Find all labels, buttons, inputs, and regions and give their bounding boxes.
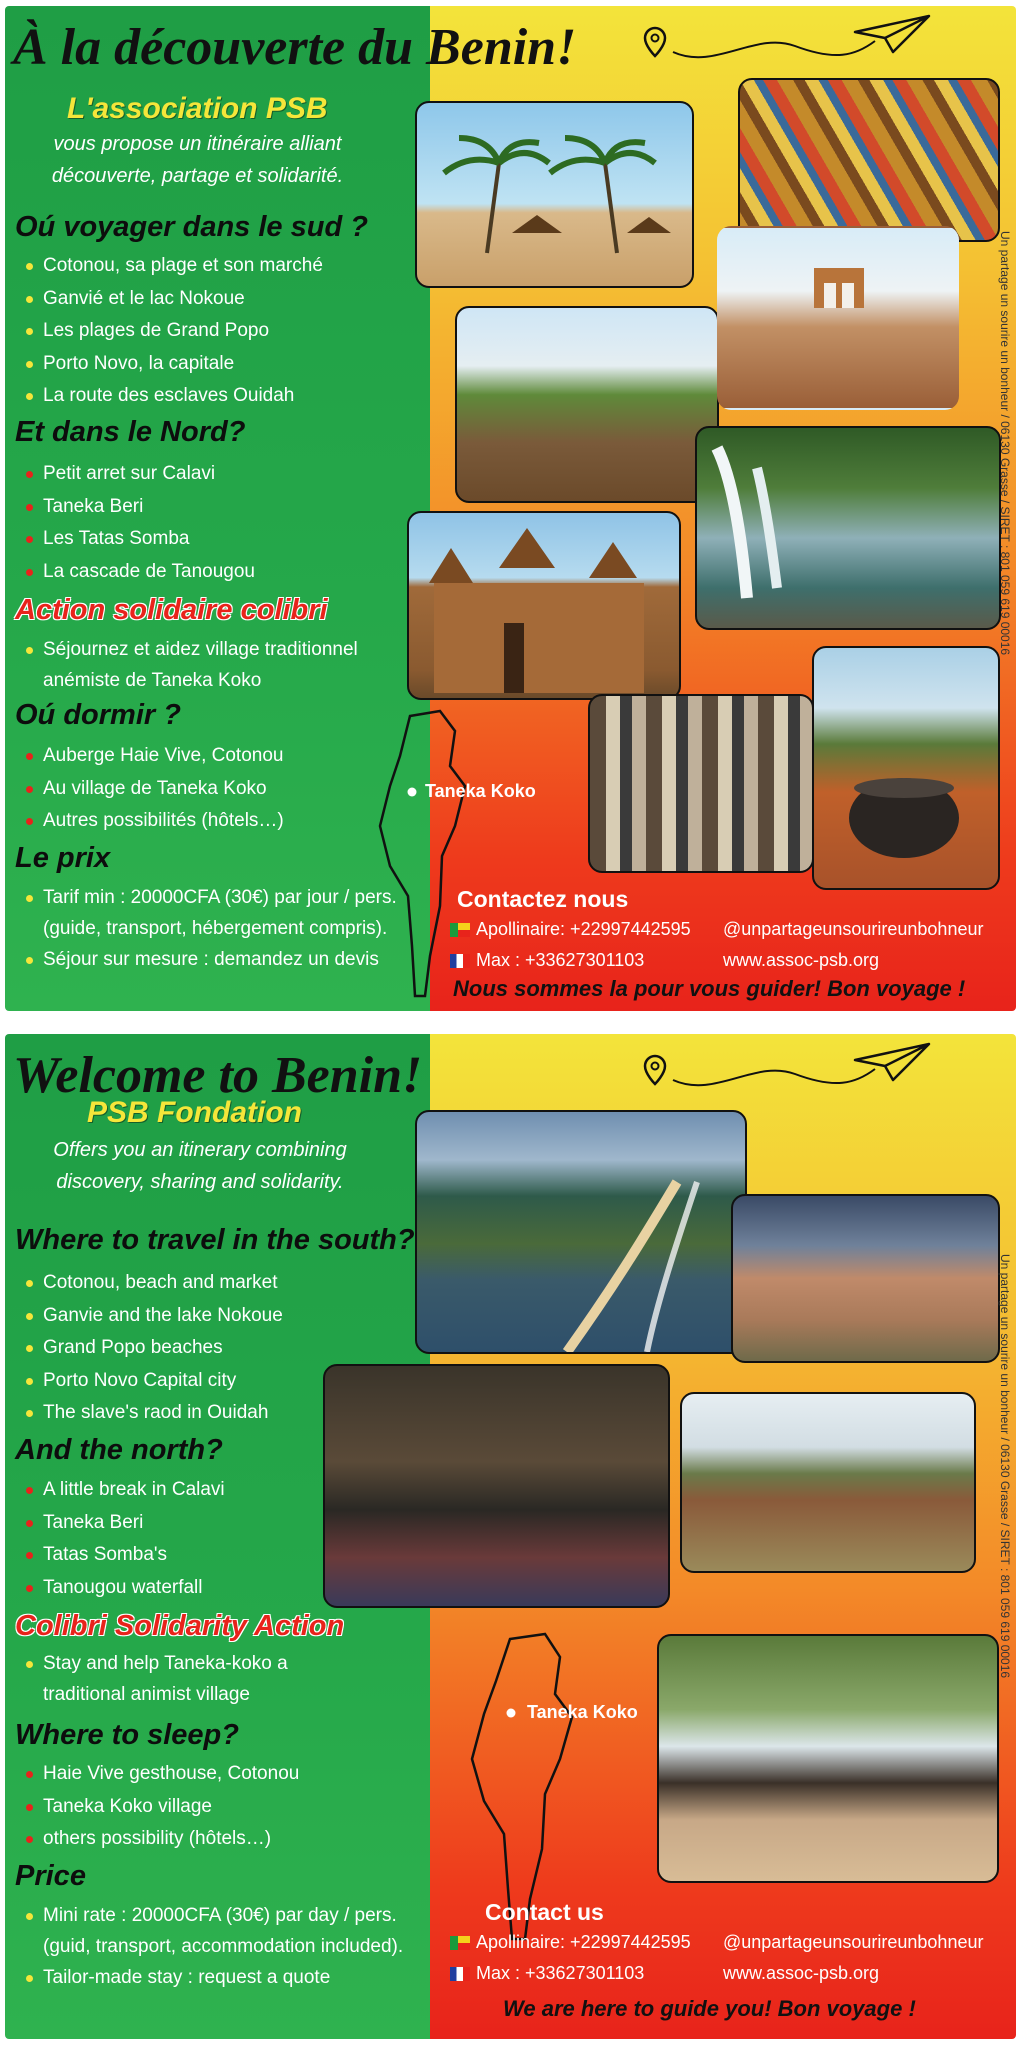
photo-waterfall <box>695 426 1001 630</box>
photo-village-gathering <box>657 1634 999 1883</box>
list-item: Porto Novo, la capitale <box>23 348 323 381</box>
contact-phone-2 <box>450 1963 644 1984</box>
photo-river-aerial <box>415 1110 747 1354</box>
location-dot-icon <box>406 786 418 798</box>
list-item: Séjour sur mesure : demandez un devis <box>23 944 423 977</box>
list-item: Haie Vive gesthouse, Cotonou <box>23 1758 299 1791</box>
list-sleep <box>23 740 284 838</box>
list-sleep <box>23 1758 299 1856</box>
list-item: Grand Popo beaches <box>23 1332 283 1365</box>
map-label: Taneka Koko <box>527 1702 638 1722</box>
heading-north: Et dans le Nord? <box>15 416 246 448</box>
list-item: La cascade de Tanougou <box>23 556 255 589</box>
heading-sleep: Oú dormir ? <box>15 699 181 731</box>
photo-cooking-pot <box>812 646 1000 890</box>
contact-phone-1 <box>450 1932 691 1953</box>
list-item: Cotonou, sa plage et son marché <box>23 250 323 283</box>
heading-south: Oú voyager dans le sud ? <box>15 211 368 243</box>
heading-sleep: Where to sleep? <box>15 1719 239 1751</box>
contact-phone-1 <box>450 919 691 940</box>
heading-south: Where to travel in the south? <box>15 1224 415 1256</box>
photo-beach-palms <box>415 101 694 288</box>
website-link[interactable]: www.assoc-psb.org <box>723 1963 880 1983</box>
org-name: L'association PSB <box>67 92 328 125</box>
benin-flag-icon <box>450 923 470 937</box>
list-item: Les plages de Grand Popo <box>23 315 323 348</box>
list-item: Taneka Beri <box>23 1507 225 1540</box>
heading-solidarity: Colibri Solidarity Action <box>15 1610 345 1642</box>
poster-title: À la découverte du Benin! <box>13 19 577 76</box>
list-price <box>23 1900 423 1995</box>
benin-flag-icon <box>450 1936 470 1950</box>
list-item: Au village de Taneka Koko <box>23 773 284 806</box>
list-item: Taneka Beri <box>23 491 255 524</box>
poster-french <box>5 6 1016 1011</box>
heading-solidarity: Action solidaire colibri <box>15 594 328 626</box>
phone-number[interactable]: Max : +33627301103 <box>476 950 645 970</box>
intro-text: Offers you an itinerary combining discovery, sharing and solidarity. <box>53 1139 347 1193</box>
photo-schoolchildren <box>588 694 814 873</box>
phone-number[interactable]: Apollinaire: +22997442595 <box>476 919 691 939</box>
location-dot-icon <box>505 1707 517 1719</box>
intro-text: vous propose un itinéraire alliant découverte, partage et solidarité. <box>51 133 344 187</box>
contact-heading: Contactez nous <box>457 886 629 912</box>
list-item: Ganvié et le lac Nokoue <box>23 283 323 316</box>
list-item: others possibility (hôtels…) <box>23 1823 299 1856</box>
list-price <box>23 882 423 977</box>
list-item: Petit arret sur Calavi <box>23 458 255 491</box>
paper-plane-icon <box>853 1040 933 1085</box>
poster-title: Welcome to Benin! <box>13 1047 423 1104</box>
org-name: PSB Fondation <box>87 1096 302 1129</box>
list-item: The slave's raod in Ouidah <box>23 1397 283 1430</box>
phone-number[interactable]: Max : +33627301103 <box>476 1963 645 1983</box>
photo-city-aerial <box>731 1194 1000 1363</box>
photo-tata-somba <box>407 511 681 700</box>
france-flag-icon <box>450 954 470 968</box>
contact-phone-2 <box>450 950 644 971</box>
slogan: Nous sommes la pour vous guider! Bon voyage ! <box>453 976 966 1001</box>
photo-door-of-no-return <box>717 226 959 410</box>
list-south <box>23 1267 283 1430</box>
poster-english <box>5 1034 1016 2039</box>
list-item: Tanougou waterfall <box>23 1572 225 1605</box>
list-north <box>23 458 255 588</box>
map-label: Taneka Koko <box>425 781 536 801</box>
photo-village-huts <box>455 306 719 503</box>
side-legal-text: Un partage un sourire un bonheur / 06130 Grasse / SIRET : 801 059 619 00016 <box>998 1254 1012 1679</box>
social-handle[interactable]: @unpartageunsourireunbohneur <box>723 1932 984 1952</box>
contact-heading: Contact us <box>485 1899 604 1925</box>
social-handle[interactable]: @unpartageunsourireunbohneur <box>723 919 984 939</box>
slogan: We are here to guide you! Bon voyage ! <box>503 1996 916 2021</box>
photo-market <box>738 78 1000 242</box>
list-item: A little break in Calavi <box>23 1474 225 1507</box>
list-south <box>23 250 323 413</box>
photo-village-houses <box>680 1392 976 1573</box>
list-item: Tailor-made stay : request a quote <box>23 1962 423 1995</box>
list-item: Séjournez et aidez village traditionnel anémiste de Taneka Koko <box>23 634 423 696</box>
list-item: Autres possibilités (hôtels…) <box>23 805 284 838</box>
website-link[interactable]: www.assoc-psb.org <box>723 950 880 970</box>
france-flag-icon <box>450 1967 470 1981</box>
list-item: Tatas Somba's <box>23 1539 225 1572</box>
heading-price: Price <box>15 1860 86 1892</box>
photo-classroom-children <box>323 1364 670 1608</box>
side-legal-text: Un partage un sourire un bonheur / 06130 Grasse / SIRET : 801 059 619 00016 <box>998 231 1012 656</box>
list-item: Stay and help Taneka-koko a traditional animist village <box>23 1648 373 1710</box>
list-item: Auberge Haie Vive, Cotonou <box>23 740 284 773</box>
list-solidarity <box>23 1648 373 1710</box>
list-item: Ganvie and the lake Nokoue <box>23 1300 283 1333</box>
list-solidarity <box>23 634 423 696</box>
list-item: Mini rate : 20000CFA (30€) par day / pers. (guid, transport, accommodation included). <box>23 1900 423 1962</box>
list-item: Taneka Koko village <box>23 1791 299 1824</box>
paper-plane-icon <box>853 12 933 57</box>
list-item: Les Tatas Somba <box>23 523 255 556</box>
list-item: Porto Novo Capital city <box>23 1365 283 1398</box>
list-item: La route des esclaves Ouidah <box>23 380 323 413</box>
phone-number[interactable]: Apollinaire: +22997442595 <box>476 1932 691 1952</box>
list-item: Cotonou, beach and market <box>23 1267 283 1300</box>
heading-north: And the north? <box>15 1434 223 1466</box>
heading-price: Le prix <box>15 842 111 874</box>
list-north <box>23 1474 225 1604</box>
list-item: Tarif min : 20000CFA (30€) par jour / pers. (guide, transport, hébergement compris). <box>23 882 423 944</box>
